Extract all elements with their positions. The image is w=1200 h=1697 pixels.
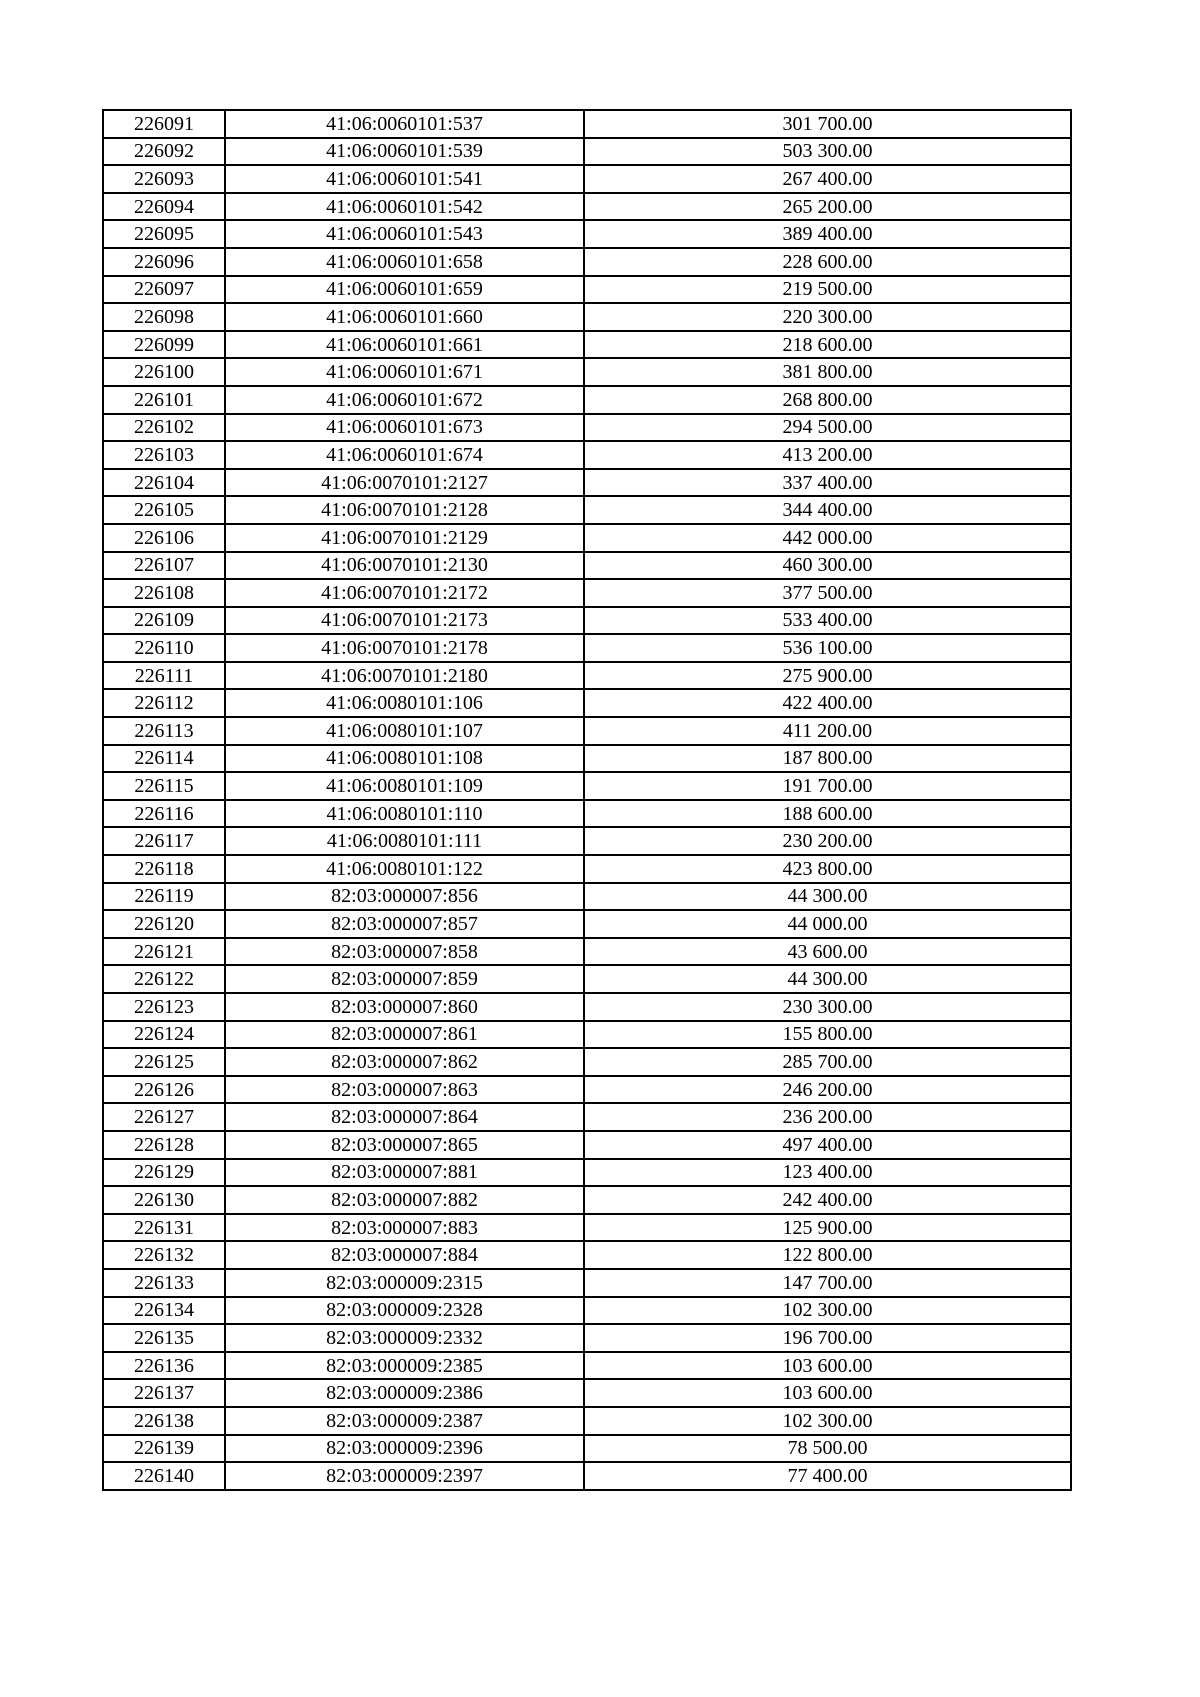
cadastral-value-cell: 423 800.00 [584,855,1071,883]
cadastral-value-cell: 188 600.00 [584,800,1071,828]
table-row [103,1407,1071,1435]
row-number-cell: 226119 [103,883,225,911]
row-number-cell: 226112 [103,689,225,717]
row-number-cell: 226101 [103,386,225,414]
row-number-cell: 226110 [103,634,225,662]
cadastral-number-cell: 41:06:0060101:674 [225,441,584,469]
cadastral-value-cell: 503 300.00 [584,138,1071,166]
row-number-cell: 226096 [103,248,225,276]
row-number-cell: 226131 [103,1214,225,1242]
cadastral-value-cell: 187 800.00 [584,745,1071,773]
table-row [103,634,1071,662]
row-number-cell: 226137 [103,1379,225,1407]
row-number-cell: 226094 [103,193,225,221]
table-row [103,579,1071,607]
row-number-cell: 226093 [103,165,225,193]
cadastral-value-table [102,109,1072,1491]
table-row [103,552,1071,580]
table-row [103,469,1071,497]
cadastral-value-cell: 344 400.00 [584,496,1071,524]
cadastral-number-cell: 82:03:000007:856 [225,883,584,911]
table-row [103,1214,1071,1242]
cadastral-value-cell: 191 700.00 [584,772,1071,800]
table-row [103,110,1071,138]
cadastral-value-cell: 155 800.00 [584,1021,1071,1049]
table-row [103,1435,1071,1463]
row-number-cell: 226105 [103,496,225,524]
cadastral-number-cell: 41:06:0080101:108 [225,745,584,773]
cadastral-value-cell: 301 700.00 [584,110,1071,138]
row-number-cell: 226132 [103,1241,225,1269]
cadastral-number-cell: 41:06:0070101:2130 [225,552,584,580]
table-row [103,883,1071,911]
row-number-cell: 226107 [103,552,225,580]
row-number-cell: 226122 [103,965,225,993]
cadastral-value-cell: 102 300.00 [584,1407,1071,1435]
cadastral-value-cell: 236 200.00 [584,1103,1071,1131]
cadastral-value-cell: 413 200.00 [584,441,1071,469]
cadastral-value-cell: 497 400.00 [584,1131,1071,1159]
cadastral-number-cell: 82:03:000007:860 [225,993,584,1021]
cadastral-number-cell: 41:06:0070101:2178 [225,634,584,662]
cadastral-number-cell: 41:06:0080101:109 [225,772,584,800]
table-row [103,965,1071,993]
cadastral-number-cell: 82:03:000007:862 [225,1048,584,1076]
cadastral-number-cell: 41:06:0060101:539 [225,138,584,166]
row-number-cell: 226104 [103,469,225,497]
row-number-cell: 226113 [103,717,225,745]
cadastral-number-cell: 41:06:0080101:107 [225,717,584,745]
row-number-cell: 226128 [103,1131,225,1159]
cadastral-value-cell: 44 000.00 [584,910,1071,938]
table-row [103,1352,1071,1380]
cadastral-number-cell: 41:06:0060101:673 [225,414,584,442]
cadastral-number-cell: 41:06:0060101:659 [225,276,584,304]
cadastral-value-cell: 275 900.00 [584,662,1071,690]
cadastral-number-cell: 41:06:0070101:2172 [225,579,584,607]
cadastral-number-cell: 41:06:0070101:2127 [225,469,584,497]
row-number-cell: 226115 [103,772,225,800]
cadastral-value-cell: 267 400.00 [584,165,1071,193]
cadastral-number-cell: 82:03:000007:859 [225,965,584,993]
table-row [103,220,1071,248]
row-number-cell: 226123 [103,993,225,1021]
table-row [103,1103,1071,1131]
row-number-cell: 226125 [103,1048,225,1076]
row-number-cell: 226114 [103,745,225,773]
table-row [103,910,1071,938]
cadastral-number-cell: 41:06:0060101:543 [225,220,584,248]
table-row [103,1324,1071,1352]
cadastral-value-cell: 442 000.00 [584,524,1071,552]
row-number-cell: 226092 [103,138,225,166]
table-row [103,165,1071,193]
table-row [103,1159,1071,1187]
cadastral-number-cell: 82:03:000009:2396 [225,1435,584,1463]
cadastral-number-cell: 82:03:000007:883 [225,1214,584,1242]
cadastral-number-cell: 41:06:0070101:2173 [225,607,584,635]
cadastral-number-cell: 82:03:000009:2387 [225,1407,584,1435]
cadastral-number-cell: 41:06:0060101:671 [225,358,584,386]
cadastral-number-cell: 82:03:000009:2386 [225,1379,584,1407]
row-number-cell: 226108 [103,579,225,607]
cadastral-value-cell: 78 500.00 [584,1435,1071,1463]
table-body [103,110,1071,1490]
cadastral-value-cell: 103 600.00 [584,1352,1071,1380]
row-number-cell: 226118 [103,855,225,883]
cadastral-value-cell: 44 300.00 [584,965,1071,993]
cadastral-number-cell: 82:03:000007:861 [225,1021,584,1049]
cadastral-value-cell: 285 700.00 [584,1048,1071,1076]
table-row [103,441,1071,469]
cadastral-number-cell: 41:06:0070101:2129 [225,524,584,552]
row-number-cell: 226124 [103,1021,225,1049]
cadastral-value-cell: 337 400.00 [584,469,1071,497]
table-row [103,772,1071,800]
table-row [103,276,1071,304]
row-number-cell: 226130 [103,1186,225,1214]
table-row [103,414,1071,442]
cadastral-value-cell: 389 400.00 [584,220,1071,248]
row-number-cell: 226139 [103,1435,225,1463]
table-row [103,138,1071,166]
table-row [103,662,1071,690]
table-row [103,717,1071,745]
cadastral-number-cell: 41:06:0070101:2180 [225,662,584,690]
table-row [103,607,1071,635]
row-number-cell: 226109 [103,607,225,635]
cadastral-number-cell: 41:06:0080101:106 [225,689,584,717]
cadastral-value-cell: 196 700.00 [584,1324,1071,1352]
table-row [103,1186,1071,1214]
cadastral-number-cell: 82:03:000007:865 [225,1131,584,1159]
cadastral-number-cell: 82:03:000007:881 [225,1159,584,1187]
row-number-cell: 226120 [103,910,225,938]
cadastral-value-cell: 228 600.00 [584,248,1071,276]
table-row [103,1048,1071,1076]
table-row [103,1076,1071,1104]
row-number-cell: 226103 [103,441,225,469]
cadastral-number-cell: 41:06:0060101:672 [225,386,584,414]
table-row [103,745,1071,773]
cadastral-number-cell: 82:03:000009:2315 [225,1269,584,1297]
table-row [103,1241,1071,1269]
table-row [103,1021,1071,1049]
row-number-cell: 226099 [103,331,225,359]
row-number-cell: 226097 [103,276,225,304]
row-number-cell: 226140 [103,1462,225,1490]
cadastral-value-cell: 533 400.00 [584,607,1071,635]
cadastral-number-cell: 41:06:0080101:111 [225,827,584,855]
row-number-cell: 226098 [103,303,225,331]
cadastral-value-cell: 220 300.00 [584,303,1071,331]
row-number-cell: 226095 [103,220,225,248]
row-number-cell: 226117 [103,827,225,855]
cadastral-value-cell: 44 300.00 [584,883,1071,911]
table-row [103,496,1071,524]
cadastral-value-cell: 460 300.00 [584,552,1071,580]
cadastral-value-cell: 246 200.00 [584,1076,1071,1104]
row-number-cell: 226102 [103,414,225,442]
cadastral-value-cell: 230 300.00 [584,993,1071,1021]
table-row [103,800,1071,828]
cadastral-value-cell: 219 500.00 [584,276,1071,304]
table-row [103,993,1071,1021]
table-row [103,193,1071,221]
cadastral-number-cell: 82:03:000007:863 [225,1076,584,1104]
table-row [103,1462,1071,1490]
table-row [103,303,1071,331]
cadastral-value-cell: 218 600.00 [584,331,1071,359]
row-number-cell: 226091 [103,110,225,138]
cadastral-value-cell: 123 400.00 [584,1159,1071,1187]
row-number-cell: 226135 [103,1324,225,1352]
row-number-cell: 226138 [103,1407,225,1435]
table-row [103,386,1071,414]
table-row [103,855,1071,883]
cadastral-number-cell: 41:06:0060101:660 [225,303,584,331]
cadastral-number-cell: 41:06:0060101:658 [225,248,584,276]
table-row [103,331,1071,359]
cadastral-number-cell: 82:03:000007:864 [225,1103,584,1131]
row-number-cell: 226129 [103,1159,225,1187]
cadastral-number-cell: 41:06:0060101:537 [225,110,584,138]
row-number-cell: 226100 [103,358,225,386]
cadastral-number-cell: 82:03:000007:857 [225,910,584,938]
table-row [103,1297,1071,1325]
cadastral-number-cell: 82:03:000009:2397 [225,1462,584,1490]
cadastral-value-cell: 122 800.00 [584,1241,1071,1269]
cadastral-value-cell: 381 800.00 [584,358,1071,386]
cadastral-value-cell: 411 200.00 [584,717,1071,745]
cadastral-value-cell: 77 400.00 [584,1462,1071,1490]
table-row [103,248,1071,276]
row-number-cell: 226136 [103,1352,225,1380]
row-number-cell: 226116 [103,800,225,828]
cadastral-value-cell: 43 600.00 [584,938,1071,966]
cadastral-value-cell: 536 100.00 [584,634,1071,662]
cadastral-number-cell: 41:06:0060101:542 [225,193,584,221]
cadastral-number-cell: 82:03:000007:884 [225,1241,584,1269]
row-number-cell: 226121 [103,938,225,966]
table-row [103,1269,1071,1297]
row-number-cell: 226111 [103,662,225,690]
row-number-cell: 226133 [103,1269,225,1297]
row-number-cell: 226134 [103,1297,225,1325]
table-row [103,1131,1071,1159]
cadastral-number-cell: 82:03:000007:858 [225,938,584,966]
cadastral-number-cell: 82:03:000007:882 [225,1186,584,1214]
cadastral-value-cell: 294 500.00 [584,414,1071,442]
cadastral-value-cell: 102 300.00 [584,1297,1071,1325]
table-row [103,1379,1071,1407]
row-number-cell: 226127 [103,1103,225,1131]
table-row [103,689,1071,717]
table-row [103,524,1071,552]
cadastral-value-cell: 147 700.00 [584,1269,1071,1297]
cadastral-number-cell: 41:06:0060101:661 [225,331,584,359]
cadastral-value-cell: 230 200.00 [584,827,1071,855]
cadastral-number-cell: 41:06:0060101:541 [225,165,584,193]
cadastral-value-cell: 242 400.00 [584,1186,1071,1214]
cadastral-number-cell: 82:03:000009:2385 [225,1352,584,1380]
cadastral-number-cell: 82:03:000009:2332 [225,1324,584,1352]
cadastral-value-cell: 125 900.00 [584,1214,1071,1242]
cadastral-number-cell: 41:06:0080101:122 [225,855,584,883]
cadastral-value-cell: 103 600.00 [584,1379,1071,1407]
cadastral-value-cell: 422 400.00 [584,689,1071,717]
table-row [103,938,1071,966]
cadastral-number-cell: 41:06:0070101:2128 [225,496,584,524]
cadastral-value-cell: 377 500.00 [584,579,1071,607]
table-row [103,827,1071,855]
cadastral-number-cell: 41:06:0080101:110 [225,800,584,828]
table-row [103,358,1071,386]
cadastral-value-cell: 265 200.00 [584,193,1071,221]
cadastral-number-cell: 82:03:000009:2328 [225,1297,584,1325]
row-number-cell: 226106 [103,524,225,552]
cadastral-value-cell: 268 800.00 [584,386,1071,414]
row-number-cell: 226126 [103,1076,225,1104]
